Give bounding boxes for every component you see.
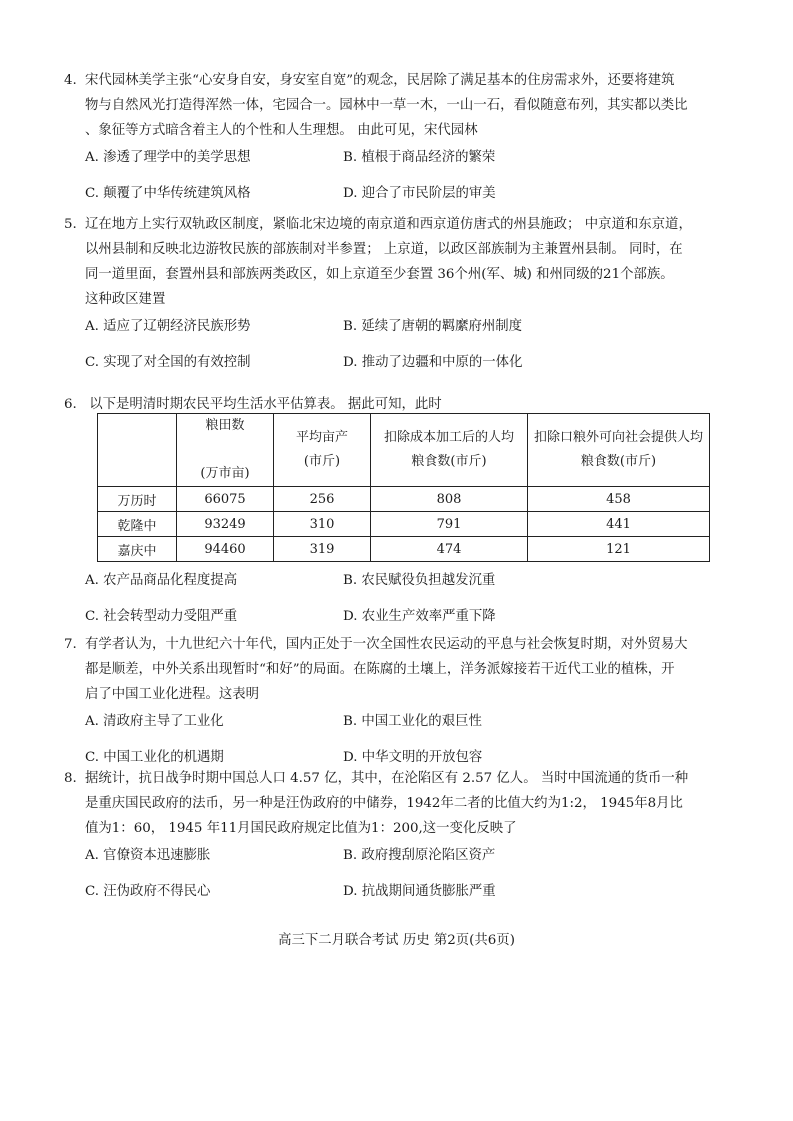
options xyxy=(64,566,736,628)
option-c[interactable]: C. 汪伪政府不得民心 xyxy=(85,884,211,899)
question-number: 7. xyxy=(64,637,77,652)
option-c[interactable]: C. 社会转型动力受阻严重 xyxy=(85,609,238,624)
option-c[interactable]: C. 实现了对全国的有效控制 xyxy=(85,355,251,370)
page-footer: 高三下二月联合考试 历史 第2页(共6页) xyxy=(278,933,515,948)
option-d[interactable]: D. 推动了边疆和中原的一体化 xyxy=(343,355,523,370)
option-d[interactable]: D. 迎合了市民阶层的审美 xyxy=(343,186,496,201)
table-header-cell: 粮田数 (万市亩) xyxy=(177,414,274,487)
option-b[interactable]: B. 政府搜刮原沦陷区资产 xyxy=(343,848,496,863)
question-stem: 8. 据统计，抗日战争时期中国总人口 4.57 亿，其中，在沦陷区有 2.57 亿人。 当时中国流通的货币一种 是重庆国民政府的法币，另一种是汪伪政府的中储券，1942年二者的比值大约为1:2， 1945年8月比 值为1：60， 1945 年11月国民政府规定比值为1：200,这一变化反映了 xyxy=(64,766,736,841)
option-a[interactable]: A. 农产品商品化程度提高 xyxy=(85,573,238,588)
option-a[interactable]: A. 清政府主导了工业化 xyxy=(85,714,224,729)
table-cell: 791 xyxy=(371,512,528,537)
table-header-cell xyxy=(98,414,177,487)
table-row xyxy=(98,537,710,562)
question-stem: 5. 辽在地方上实行双轨政区制度，紧临北宋边境的南京道和西京道仿唐式的州县施政； 中京道和东京道， 以州县制和反映北边游牧民族的部族制对半参置； 上京道，以政区部族制为主兼置州县制。 同时，在 同一道里面，套置州县和部族两类政区，如上京道至少套置 36个州(军、城) 和州同级的21个部族。 这种政区建置 xyxy=(64,212,736,312)
options xyxy=(64,841,736,903)
question-5 xyxy=(64,212,736,374)
table-cell: 66075 xyxy=(177,487,274,512)
table-cell: 808 xyxy=(371,487,528,512)
table-cell: 310 xyxy=(274,512,371,537)
option-d[interactable]: D. 中华文明的开放包容 xyxy=(343,750,483,765)
table-header-cell: 扣除成本加工后的人均 粮食数(市斤) xyxy=(371,414,528,487)
option-c[interactable]: C. 颠覆了中华传统建筑风格 xyxy=(85,186,251,201)
question-number: 4. xyxy=(64,73,77,88)
table-cell: 嘉庆中 xyxy=(98,537,177,562)
question-number: 8. xyxy=(64,771,77,786)
option-d[interactable]: D. 抗战期间通货膨胀严重 xyxy=(343,884,496,899)
question-6-options xyxy=(64,566,736,628)
option-a[interactable]: A. 适应了辽朝经济民族形势 xyxy=(85,319,251,334)
question-stem: 6. 以下是明清时期农民平均生活水平估算表。 据此可知，此时 xyxy=(64,392,736,417)
options xyxy=(64,312,736,374)
table-cell: 93249 xyxy=(177,512,274,537)
table-cell: 474 xyxy=(371,537,528,562)
question-4 xyxy=(64,68,736,205)
option-b[interactable]: B. 中国工业化的艰巨性 xyxy=(343,714,482,729)
table-cell: 441 xyxy=(528,512,710,537)
options xyxy=(64,707,736,769)
question-number: 6. xyxy=(64,397,77,412)
table-row xyxy=(98,487,710,512)
option-a[interactable]: A. 官僚资本迅速膨胀 xyxy=(85,848,211,863)
options xyxy=(64,143,736,205)
table-cell: 乾隆中 xyxy=(98,512,177,537)
option-c[interactable]: C. 中国工业化的机遇期 xyxy=(85,750,224,765)
grain-table xyxy=(97,413,710,562)
table-cell: 458 xyxy=(528,487,710,512)
option-b[interactable]: B. 植根于商品经济的繁荣 xyxy=(343,150,496,165)
question-8 xyxy=(64,766,736,903)
question-7 xyxy=(64,632,736,769)
table-cell: 121 xyxy=(528,537,710,562)
question-stem: 4. 宋代园林美学主张“心安身自安，身安室自宽”的观念，民居除了满足基本的住房需求外，还要将建筑 物与自然风光打造得浑然一体，宅园合一。园林中一草一木，一山一石，看似随意布列，其实都以类比 、象征等方式暗含着主人的个性和人生理想。 由此可见，宋代园林 xyxy=(64,68,736,143)
question-stem: 7. 有学者认为，十九世纪六十年代，国内正处于一次全国性农民运动的平息与社会恢复时期，对外贸易大 都是顺差，中外关系出现暂时“和好”的局面。在陈腐的土壤上，洋务派嫁接若干近代工业的植株，开 启了中国工业化进程。这表明 xyxy=(64,632,736,707)
table-header-cell: 平均亩产 (市斤) xyxy=(274,414,371,487)
table-row xyxy=(98,512,710,537)
table-header-cell: 扣除口粮外可向社会提供人均 粮食数(市斤) xyxy=(528,414,710,487)
table-cell: 319 xyxy=(274,537,371,562)
option-a[interactable]: A. 渗透了理学中的美学思想 xyxy=(85,150,251,165)
option-b[interactable]: B. 延续了唐朝的羁縻府州制度 xyxy=(343,319,523,334)
table-cell: 万历时 xyxy=(98,487,177,512)
question-number: 5. xyxy=(64,217,77,232)
option-b[interactable]: B. 农民赋役负担越发沉重 xyxy=(343,573,496,588)
table-cell: 256 xyxy=(274,487,371,512)
option-d[interactable]: D. 农业生产效率严重下降 xyxy=(343,609,496,624)
table-cell: 94460 xyxy=(177,537,274,562)
